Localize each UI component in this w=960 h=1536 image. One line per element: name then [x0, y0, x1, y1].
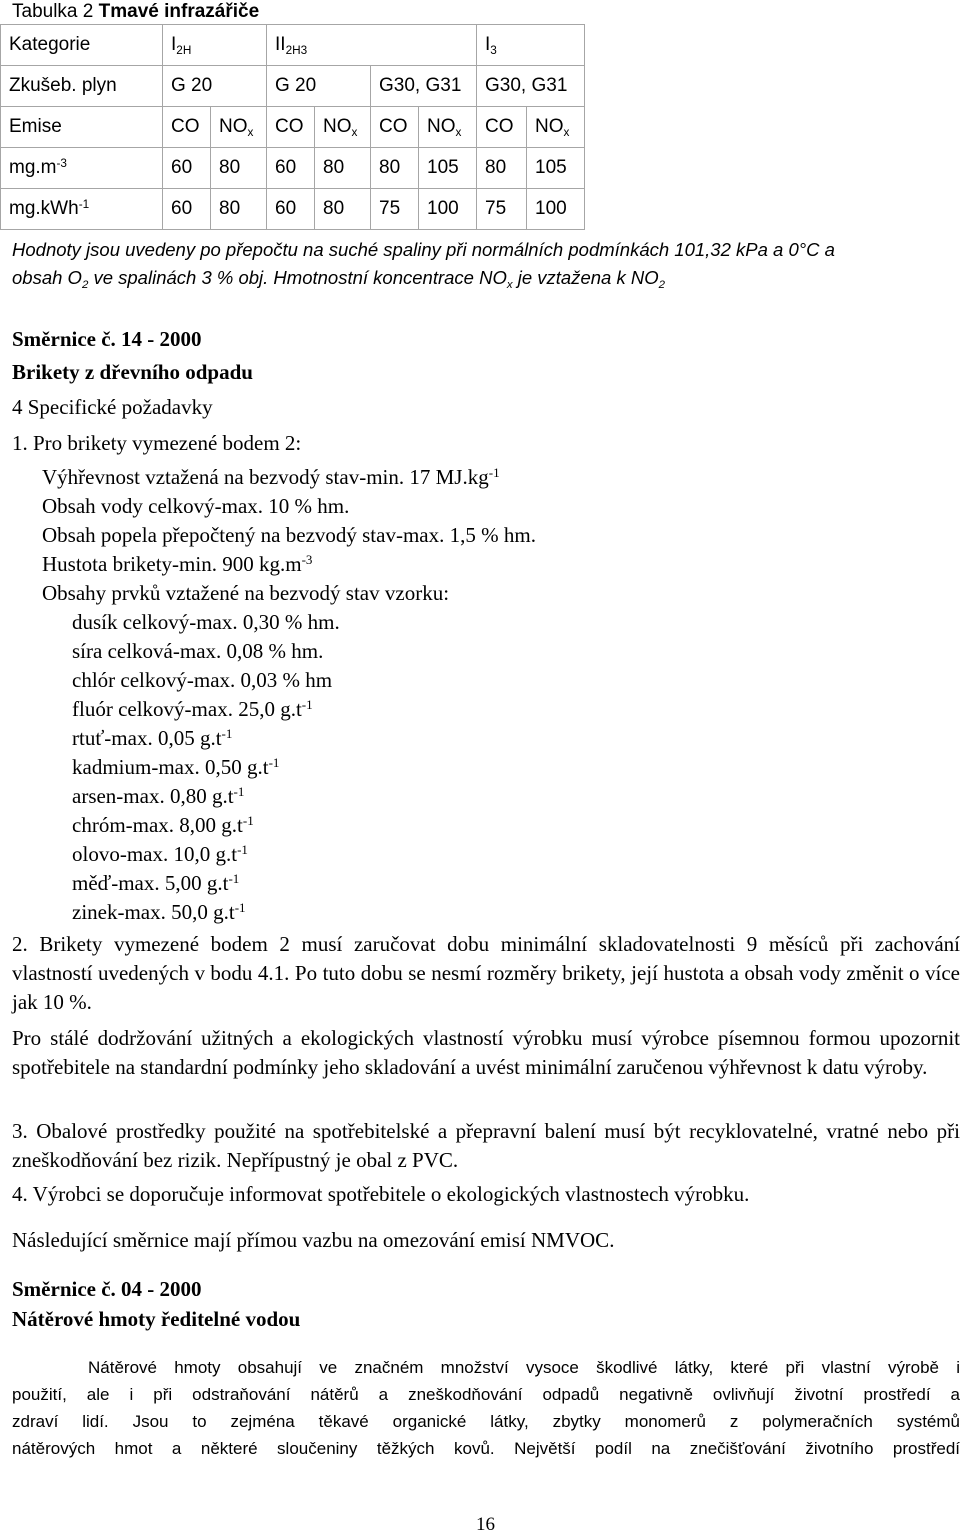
- row-label-plyn: Zkušeb. plyn: [1, 66, 163, 107]
- cell-category-ii2h3: $II_{2H3}$: [267, 25, 477, 66]
- section-heading: 4 Specifické požadavky: [12, 395, 213, 419]
- paragraph-packaging: 3. Obalové prostředky použité na spotřebitelské a přepravní balení musí být recyklovatelné, vratné nebo při zneškodňování bez rizik. Nepřípustný je obal z PVC.: [12, 1119, 960, 1172]
- cell-value: 100: [419, 189, 477, 230]
- cell-category-i3: $I_3$: [477, 25, 585, 66]
- cell-value: 105: [419, 148, 477, 189]
- row-label-emise: Emise: [1, 107, 163, 148]
- row-label-mgkwh: mg.kWh$^{-1}$: [1, 189, 163, 230]
- paragraph-recommendation: 4. Výrobci se doporučuje informovat spotřebitele o ekologických vlastnostech výrobku.: [12, 1182, 750, 1206]
- element-limit: fluór celkový-max. 25,0 $g.t^{-1}$: [72, 696, 313, 721]
- cell-gas: G30, G31: [477, 66, 585, 107]
- directive-subtitle: Brikety z dřevního odpadu: [12, 360, 253, 384]
- requirement-line: Výhřevnost vztažená na bezvodý stav-min. 17 $MJ.kg^{-1}$: [42, 464, 500, 489]
- table-row: [1, 148, 585, 189]
- cell-value: 75: [371, 189, 419, 230]
- cell-gas: G 20: [163, 66, 267, 107]
- paragraph-nmvoc: Následující směrnice mají přímou vazbu na omezování emisí NMVOC.: [12, 1228, 615, 1252]
- cell-co: CO: [477, 107, 527, 148]
- row-label-kategorie: Kategorie: [1, 25, 163, 66]
- requirement-line: Obsahy prvků vztažené na bezvodý stav vzorku:: [42, 581, 450, 605]
- cell-value: 60: [163, 148, 211, 189]
- paragraph-line: Nátěrové hmoty obsahují ve značném množství vysoce škodlivé látky, které při vlastní výrobě i: [88, 1358, 960, 1377]
- cell-gas: G30, G31: [371, 66, 477, 107]
- paragraph-info: Pro stálé dodržování užitných a ekologických vlastností výrobku musí výrobce písemnou formou upozornit spotřebitele na standardní podmínky jeho skladování a uvést minimální zaručenou výhřevnost k datu výroby.: [12, 1026, 960, 1079]
- element-limit: olovo-max. 10,0 $g.t^{-1}$: [72, 841, 248, 866]
- cell-value: 105: [527, 148, 585, 189]
- caption-prefix: Tabulka 2: [12, 1, 99, 22]
- element-limit: dusík celkový-max. 0,30 % hm.: [72, 610, 340, 634]
- cell-value: 80: [211, 189, 267, 230]
- cell-value: 100: [527, 189, 585, 230]
- table-note-line1: Hodnoty jsou uvedeny po přepočtu na suché spaliny při normálních podmínkách 101,32 kPa a 0°C a: [12, 239, 835, 260]
- element-limit: chróm-max. 8,00 $g.t^{-1}$: [72, 812, 254, 837]
- requirement-line: Obsah vody celkový-max. 10 % hm.: [42, 494, 350, 518]
- requirement-line: Obsah popela přepočtený na bezvodý stav-max. 1,5 % hm.: [42, 523, 536, 547]
- cell-co: CO: [371, 107, 419, 148]
- directive-title: Směrnice č. 14 - 2000: [12, 327, 202, 351]
- cell-nox: $NO_x$: [211, 107, 267, 148]
- element-limit: rtuť-max. 0,05 $g.t^{-1}$: [72, 725, 233, 750]
- cell-value: 60: [267, 189, 315, 230]
- row-label-mgm3: $mg.m^{-3}$: [1, 148, 163, 189]
- cell-nox: $NO_x$: [419, 107, 477, 148]
- caption-title: Tmavé infrazářiče: [98, 1, 260, 22]
- requirement-line: Hustota brikety-min. 900 $kg.m^{-3}$: [42, 551, 313, 576]
- cell-value: 60: [163, 189, 211, 230]
- cell-value: 80: [211, 148, 267, 189]
- element-limit: síra celková-max. 0,08 % hm.: [72, 639, 324, 663]
- table-caption: [12, 0, 259, 24]
- cell-category-i2h: $I_{2H}$: [163, 25, 267, 66]
- paragraph-line: použití, ale i při odstraňování nátěrů a zneškodňování odpadů negativně ovlivňují životní prostředí a: [12, 1385, 960, 1404]
- table-row: [1, 25, 585, 66]
- table-note-line2: obsah $O_2$ ve spalinách 3 % obj. Hmotnostní koncentrace $NO_x$ je vztažena k $NO_2$: [12, 267, 665, 291]
- table-row: [1, 107, 585, 148]
- element-limit: kadmium-max. 0,50 $g.t^{-1}$: [72, 754, 280, 779]
- cell-value: 60: [267, 148, 315, 189]
- cell-nox: $NO_x$: [527, 107, 585, 148]
- paragraph-storage: 2. Brikety vymezené bodem 2 musí zaručovat dobu minimální skladovatelnosti 9 měsíců při zachování vlastností uvedených v bodu 4.1. Po tuto dobu se nesmí rozměry brikety, její hustota a obsah vody změnit o více jak 10 %.: [12, 932, 960, 1014]
- paragraph-paints: [12, 1354, 960, 1462]
- table-row: [1, 66, 585, 107]
- cell-value: 80: [315, 148, 371, 189]
- cell-nox: $NO_x$: [315, 107, 371, 148]
- directive-subtitle: Nátěrové hmoty ředitelné vodou: [12, 1307, 301, 1331]
- cell-value: 80: [477, 148, 527, 189]
- element-limit: zinek-max. 50,0 $g.t^{-1}$: [72, 899, 246, 924]
- table-row: [1, 189, 585, 230]
- element-limit: arsen-max. 0,80 $g.t^{-1}$: [72, 783, 245, 808]
- cell-co: CO: [163, 107, 211, 148]
- paragraph-line: nátěrových hmot a některé sloučeniny těžkých kovů. Největší podíl na znečišťování životního prostředí: [12, 1439, 960, 1458]
- cell-co: CO: [267, 107, 315, 148]
- cell-value: 75: [477, 189, 527, 230]
- cell-gas: G 20: [267, 66, 371, 107]
- page-number: 16: [476, 1514, 495, 1535]
- item-heading: 1. Pro brikety vymezené bodem 2:: [12, 431, 302, 455]
- cell-value: 80: [371, 148, 419, 189]
- paragraph-line: zdraví lidí. Jsou to zejména těkavé organické látky, zbytky monomerů z polymeračních systémů: [12, 1412, 960, 1431]
- emission-table: [0, 24, 585, 230]
- cell-value: 80: [315, 189, 371, 230]
- directive-title: Směrnice č. 04 - 2000: [12, 1277, 202, 1301]
- element-limit: měď-max. 5,00 $g.t^{-1}$: [72, 870, 240, 895]
- element-limit: chlór celkový-max. 0,03 % hm: [72, 668, 333, 692]
